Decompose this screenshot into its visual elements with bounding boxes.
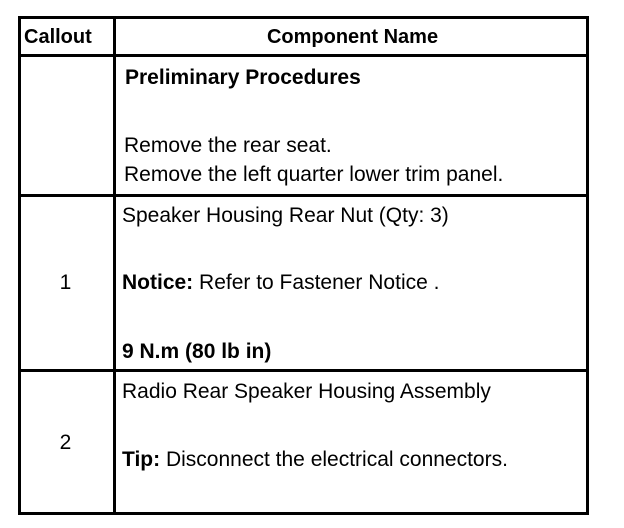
- column-divider: [113, 16, 116, 515]
- component-name-1: Speaker Housing Rear Nut (Qty: 3): [122, 204, 449, 227]
- preliminary-title: Preliminary Procedures: [125, 66, 361, 89]
- preliminary-step-1: Remove the rear seat.: [124, 134, 332, 157]
- notice-text: Refer to Fastener Notice .: [193, 271, 440, 294]
- component-name-2: Radio Rear Speaker Housing Assembly: [122, 380, 491, 403]
- header-divider: [18, 54, 589, 57]
- row1-divider: [18, 369, 589, 372]
- preliminary-divider: [18, 194, 589, 197]
- tip-line: [122, 448, 508, 472]
- callout-number-2: 2: [59, 431, 72, 454]
- preliminary-step-2: Remove the left quarter lower trim panel.: [124, 163, 504, 186]
- tip-text: Disconnect the electrical connectors.: [160, 448, 508, 471]
- torque-spec: 9 N.m (80 lb in): [122, 340, 272, 363]
- component-name-header: Component Name: [266, 26, 439, 48]
- tip-label: Tip:: [122, 448, 161, 471]
- callout-header: Callout: [24, 26, 92, 48]
- notice-label: Notice:: [122, 271, 194, 294]
- callout-number-1: 1: [59, 271, 72, 294]
- notice-line: [122, 271, 439, 295]
